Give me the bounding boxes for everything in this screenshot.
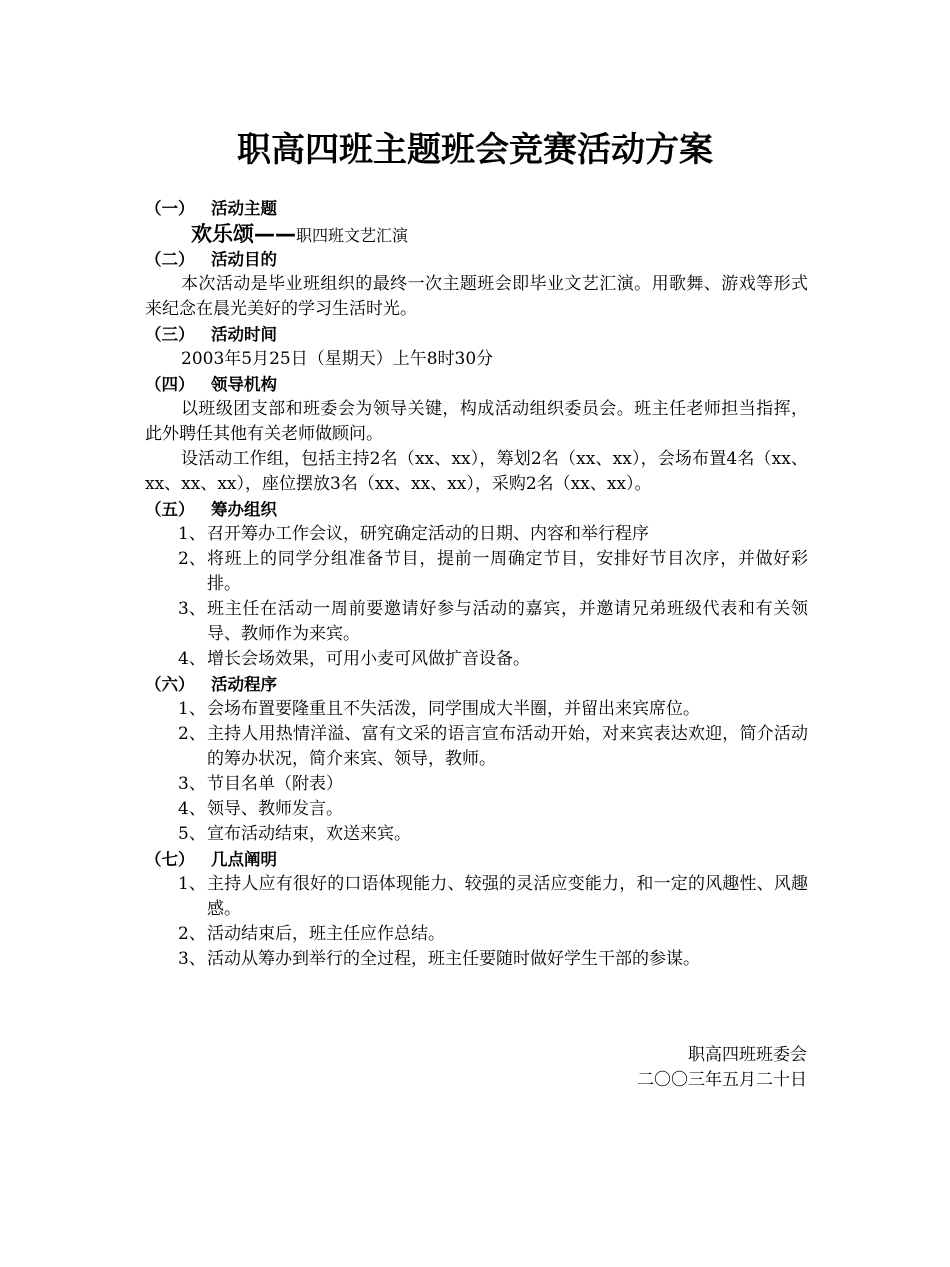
list-text: 活动从筹办到举行的全过程，班主任要随时做好学生干部的参谋。 <box>207 949 700 969</box>
section-title: 领导机构 <box>211 375 277 394</box>
section-heading <box>145 247 808 272</box>
list-text: 会场布置要隆重且不失活泼，同学围成大半圈，并留出来宾席位。 <box>207 699 700 719</box>
section-heading <box>145 847 808 872</box>
list-item <box>145 647 808 672</box>
leadership-paragraph: 以班级团支部和班委会为领导关键，构成活动组织委员会。班主任老师担当指挥，此外聘任其他有关老师做顾问。 <box>145 399 808 444</box>
section-number: （四） <box>145 375 195 394</box>
list-item <box>145 922 808 947</box>
section-title: 活动主题 <box>211 199 277 218</box>
list-item <box>145 597 808 647</box>
list-index: 2、 <box>178 924 206 944</box>
section-number: （三） <box>145 325 195 344</box>
list-text: 领导、教师发言。 <box>207 799 343 819</box>
section-number: （五） <box>145 500 195 519</box>
list-index: 3、 <box>178 599 206 619</box>
list-item <box>145 797 808 822</box>
list-item <box>145 772 808 797</box>
list-index: 1、 <box>178 524 206 544</box>
list-text: 班主任在活动一周前要邀请好参与活动的嘉宾，并邀请兄弟班级代表和有关领导、教师作为来宾。 <box>207 599 808 644</box>
list-index: 3、 <box>178 774 206 794</box>
document-title: 职高四班主题班会竞赛活动方案 <box>237 130 713 170</box>
document-body <box>145 196 808 972</box>
list-index: 1、 <box>178 874 206 894</box>
section-title: 活动目的 <box>211 250 277 269</box>
section-title: 活动时间 <box>211 325 277 344</box>
section-number: （七） <box>145 850 195 869</box>
section-number: （二） <box>145 250 195 269</box>
list-text: 节目名单（附表） <box>207 774 343 794</box>
list-item <box>145 722 808 772</box>
list-index: 2、 <box>178 724 206 744</box>
list-index: 4、 <box>178 799 206 819</box>
list-text: 宣布活动结束，欢送来宾。 <box>207 824 411 844</box>
section-title: 筹办组织 <box>211 500 277 519</box>
signature-date: 二〇〇三年五月二十日 <box>637 1070 807 1090</box>
list-item <box>145 872 808 922</box>
section-title: 几点阐明 <box>211 850 277 869</box>
list-item <box>145 547 808 597</box>
list-item <box>145 947 808 972</box>
section-number: （一） <box>145 199 195 218</box>
signature-org: 职高四班班委会 <box>688 1045 807 1065</box>
section-heading <box>145 372 808 397</box>
leadership-paragraph: 设活动工作组，包括主持2名（xx、xx），筹划2名（xx、xx），会场布置4名（xx、xx、xx、xx），座位摆放3名（xx、xx、xx），采购2名（xx、xx）。 <box>145 449 808 494</box>
list-text: 将班上的同学分组准备节目，提前一周确定节目，安排好节目次序，并做好彩排。 <box>207 549 808 594</box>
list-item <box>145 697 808 722</box>
section-heading <box>145 497 808 522</box>
list-index: 1、 <box>178 699 206 719</box>
list-text: 活动结束后，班主任应作总结。 <box>207 924 445 944</box>
section-number: （六） <box>145 675 195 694</box>
theme-sub: 职四班文艺汇演 <box>296 226 409 245</box>
list-index: 5、 <box>178 824 206 844</box>
theme-line <box>145 221 808 247</box>
time-paragraph: 2003年5月25日（星期天）上午8时30分 <box>181 349 494 369</box>
list-text: 主持人用热情洋溢、富有文采的语言宣布活动开始，对来宾表达欢迎，简介活动的筹办状况，简介来宾、领导，教师。 <box>207 724 808 769</box>
section-heading <box>145 672 808 697</box>
list-text: 主持人应有很好的口语体现能力、较强的灵活应变能力，和一定的风趣性、风趣感。 <box>207 874 808 919</box>
theme-main: 欢乐颂—— <box>191 222 296 246</box>
list-index: 4、 <box>178 649 206 669</box>
list-text: 召开筹办工作会议，研究确定活动的日期、内容和举行程序 <box>207 524 649 544</box>
section-title: 活动程序 <box>211 675 277 694</box>
list-item <box>145 822 808 847</box>
section-heading <box>145 322 808 347</box>
list-index: 2、 <box>178 549 206 569</box>
list-index: 3、 <box>178 949 206 969</box>
list-item <box>145 522 808 547</box>
purpose-paragraph: 本次活动是毕业班组织的最终一次主题班会即毕业文艺汇演。用歌舞、游戏等形式来纪念在晨光美好的学习生活时光。 <box>145 274 808 319</box>
list-text: 增长会场效果，可用小麦可风做扩音设备。 <box>207 649 530 669</box>
section-heading <box>145 196 808 221</box>
